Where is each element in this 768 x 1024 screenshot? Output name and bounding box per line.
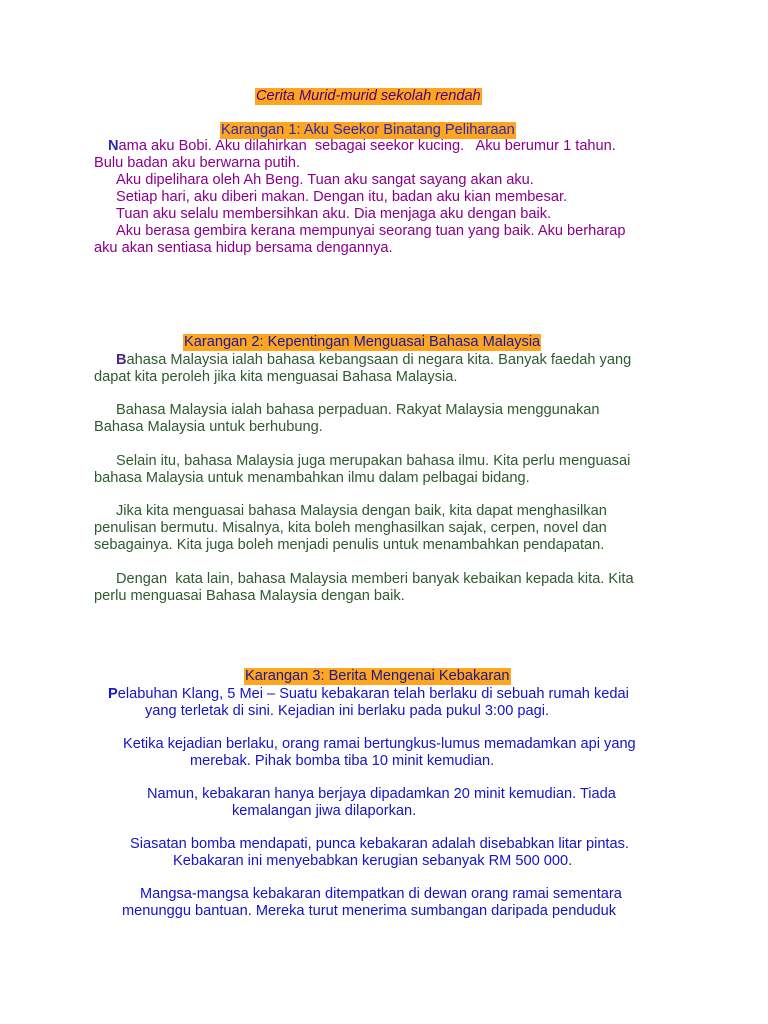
essay2-line: penulisan bermutu. Misalnya, kita boleh menghasilkan sajak, cerpen, novel dan (94, 520, 607, 536)
essay2-heading: Karangan 2: Kepentingan Menguasai Bahasa Malaysia (184, 334, 541, 350)
essay3-line: Siasatan bomba mendapati, punca kebakaran adalah disebabkan litar pintas. (130, 836, 629, 852)
essay1-paragraph-start (108, 138, 616, 155)
essay3-paragraph-start (108, 686, 629, 703)
essay3-line: Mangsa-mangsa kebakaran ditempatkan di dewan orang ramai sementara (140, 886, 622, 902)
document-title: Cerita Murid-murid sekolah rendah (256, 88, 481, 104)
essay2-line: Selain itu, bahasa Malaysia juga merupakan bahasa ilmu. Kita perlu menguasai (116, 453, 631, 469)
essay2-line: sebagainya. Kita juga boleh menjadi penulis untuk menambahkan pendapatan. (94, 537, 605, 553)
essay2-line: Jika kita menguasai bahasa Malaysia dengan baik, kita dapat menghasilkan (116, 503, 607, 519)
essay1-line: aku akan sentiasa hidup bersama dengannya. (94, 240, 393, 256)
essay2-line: dapat kita peroleh jika kita menguasai Bahasa Malaysia. (94, 369, 458, 385)
essay3-heading: Karangan 3: Berita Mengenai Kebakaran (245, 668, 510, 684)
essay3-line: elabuhan Klang, 5 Mei – Suatu kebakaran telah berlaku di sebuah rumah kedai (117, 686, 629, 702)
essay3-line: yang terletak di sini. Kejadian ini berlaku pada pukul 3:00 pagi. (145, 703, 550, 719)
essay2-drop-cap: B (116, 352, 127, 368)
essay2-line: Bahasa Malaysia ialah bahasa perpaduan. Rakyat Malaysia menggunakan (116, 402, 600, 418)
essay2-line: ahasa Malaysia ialah bahasa kebangsaan di negara kita. Banyak faedah yang (126, 352, 632, 368)
essay1-line: ama aku Bobi. Aku dilahirkan sebagai seekor kucing. Aku berumur 1 tahun. (118, 138, 616, 154)
essay1-line: Aku dipelihara oleh Ah Beng. Tuan aku sangat sayang akan aku. (116, 172, 534, 188)
essay2-paragraph-start (116, 352, 631, 369)
essay3-drop-cap: P (108, 686, 118, 702)
essay1-line: Aku berasa gembira kerana mempunyai seorang tuan yang baik. Aku berharap (116, 223, 626, 239)
essay2-line: Bahasa Malaysia untuk berhubung. (94, 419, 323, 435)
essay1-line: Setiap hari, aku diberi makan. Dengan itu, badan aku kian membesar. (116, 189, 568, 205)
essay2-line: bahasa Malaysia untuk menambahkan ilmu dalam pelbagai bidang. (94, 470, 530, 486)
essay1-line: Tuan aku selalu membersihkan aku. Dia menjaga aku dengan baik. (116, 206, 552, 222)
essay3-line: menunggu bantuan. Mereka turut menerima sumbangan daripada penduduk (122, 903, 617, 919)
essay1-line: Bulu badan aku berwarna putih. (94, 155, 301, 171)
essay2-line: Dengan kata lain, bahasa Malaysia memberi banyak kebaikan kepada kita. Kita (116, 571, 634, 587)
essay3-line: merebak. Pihak bomba tiba 10 minit kemudian. (190, 753, 495, 769)
essay1-drop-cap: N (108, 138, 119, 154)
essay3-line: Kebakaran ini menyebabkan kerugian sebanyak RM 500 000. (173, 853, 573, 869)
essay3-line: Ketika kejadian berlaku, orang ramai bertungkus-lumus memadamkan api yang (123, 736, 636, 752)
essay3-line: kemalangan jiwa dilaporkan. (232, 803, 417, 819)
essay2-line: perlu menguasai Bahasa Malaysia dengan baik. (94, 588, 405, 604)
essay1-heading: Karangan 1: Aku Seekor Binatang Peliharaan (221, 122, 515, 138)
essay3-line: Namun, kebakaran hanya berjaya dipadamkan 20 minit kemudian. Tiada (147, 786, 616, 802)
